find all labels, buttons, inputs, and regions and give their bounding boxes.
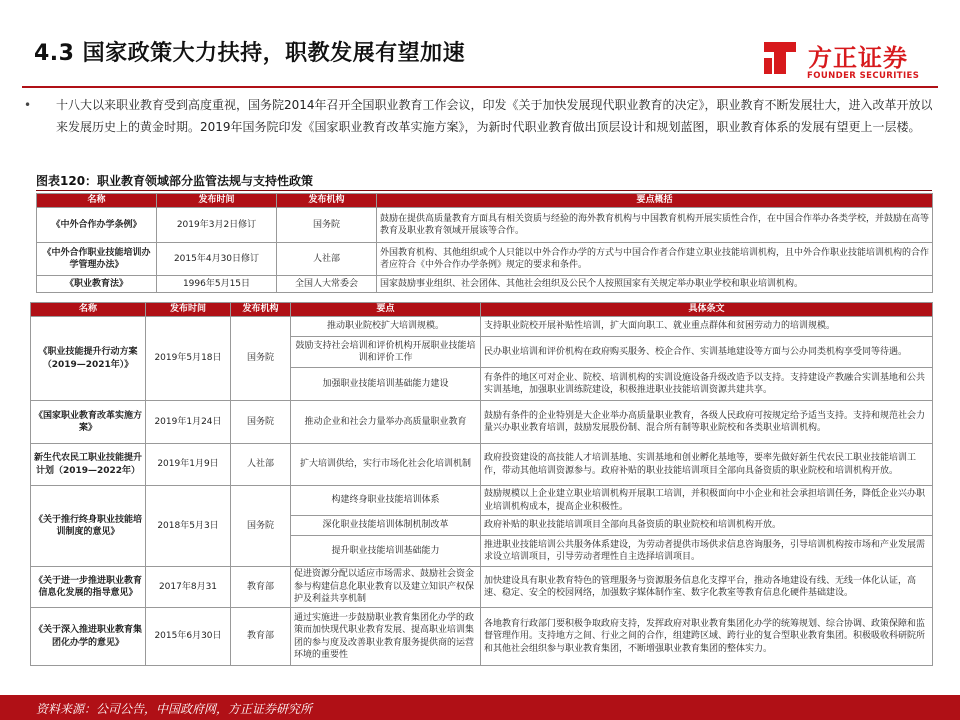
- regulation-name: 《中外合作办学条例》: [37, 208, 157, 243]
- issuing-body: 人社部: [231, 444, 291, 486]
- release-date: 2019年1月24日: [146, 401, 231, 444]
- issuing-body: 国务院: [277, 208, 377, 243]
- release-date: 2017年8月31: [146, 567, 231, 608]
- header-divider: [22, 86, 938, 88]
- release-date: 2015年6月30日: [146, 608, 231, 666]
- page-title: 4.3 国家政策大力扶持，职教发展有望加速: [34, 41, 466, 66]
- issuing-body: 教育部: [231, 608, 291, 666]
- policy-detail: 民办职业培训和评价机构在政府购买服务、校企合作、实训基地建设等方面与公办同类机构享受同等待遇。: [481, 337, 933, 368]
- table-row: [31, 401, 933, 444]
- policy-point: 鼓励支持社会培训和评价机构开展职业技能培训和评价工作: [291, 337, 481, 368]
- policy-detail: 有条件的地区可对企业、院校、培训机构的实训设施设备升级改造予以支持。支持建设产教融合实训基地和公共实训基地，加强职业训练院建设，积极推进职业技能培训资源共建共享。: [481, 368, 933, 401]
- policy-detail: 政府补贴的职业技能培训项目全部向具备资质的职业院校和培训机构开放。: [481, 516, 933, 536]
- logo-text: 方正证券: [808, 44, 908, 72]
- figure-title: 图表120：职业教育领域部分监管法规与支持性政策: [36, 174, 314, 188]
- policy-name: 《职业技能提升行动方案（2019—2021年）》: [31, 317, 146, 401]
- policy-point: 扩大培训供给，实行市场化社会化培训机制: [291, 444, 481, 486]
- release-date: 2019年5月18日: [146, 317, 231, 401]
- release-date: 2018年5月3日: [146, 486, 231, 567]
- table-row: [37, 276, 933, 293]
- logo-subtext: FOUNDER SECURITIES: [807, 71, 920, 81]
- policy-point: 通过实施进一步鼓励职业教育集团化办学的政策而加快现代职业教育发展、提高职业培训集团的参与度及改善职业教育服务提供商的运营环境的重要性: [291, 608, 481, 666]
- release-date: 2015年4月30日修订: [157, 243, 277, 276]
- column-header: 要点概括: [377, 194, 933, 208]
- policy-name: 《关于进一步推进职业教育信息化发展的指导意见》: [31, 567, 146, 608]
- issuing-body: 国务院: [231, 486, 291, 567]
- summary: 国家鼓励事业组织、社会团体、其他社会组织及公民个人按照国家有关规定举办职业学校和职业培训机构。: [377, 276, 933, 293]
- issuing-body: 人社部: [277, 243, 377, 276]
- regulation-name: 《职业教育法》: [37, 276, 157, 293]
- policy-detail: 鼓励规模以上企业建立职业培训机构开展职工培训，并积极面向中小企业和社会承担培训任务，降低企业兴办职业培训机构成本，提高企业积极性。: [481, 486, 933, 516]
- release-date: 1996年5月15日: [157, 276, 277, 293]
- column-header: 发布时间: [157, 194, 277, 208]
- table-row: [37, 208, 933, 243]
- column-header: 发布时间: [146, 303, 231, 317]
- policy-name: 新生代农民工职业技能提升计划（2019—2022年）: [31, 444, 146, 486]
- policy-detail: 加快建设具有职业教育特色的管理服务与资源服务信息化支撑平台，推动各地建设有线、无线一体化认证，高速、稳定、安全的校园网络，加强数字媒体制作室、数字化教室等教育信息化硬件基础建设。: [481, 567, 933, 608]
- policy-detail: 各地教育行政部门要积极争取政府支持，发挥政府对职业教育集团化办学的统筹规划、综合协调、政策保障和监督管理作用。支持地方之间、行业之间的合作，组建跨区域、跨行业的复合型职业教育集团。积极吸收科研院所和其他社会组织参与职业教育集团，不断增强职业教育集团的整体实力。: [481, 608, 933, 666]
- policy-point: 深化职业技能培训体制机制改革: [291, 516, 481, 536]
- footer-bar: [0, 695, 960, 720]
- release-date: 2019年3月2日修订: [157, 208, 277, 243]
- policy-point: 构建终身职业技能培训体系: [291, 486, 481, 516]
- issuing-body: 教育部: [231, 567, 291, 608]
- table-row: [31, 567, 933, 608]
- issuing-body: 全国人大常委会: [277, 276, 377, 293]
- column-header: 发布机构: [231, 303, 291, 317]
- table-row: [31, 608, 933, 666]
- policy-name: 《关于深入推进职业教育集团化办学的意见》: [31, 608, 146, 666]
- policy-name: 《关于推行终身职业技能培训制度的意见》: [31, 486, 146, 567]
- founder-logo-icon: [760, 38, 800, 78]
- policy-point: 提升职业技能培训基础能力: [291, 536, 481, 567]
- column-header: 名称: [37, 194, 157, 208]
- policy-detail: 鼓励有条件的企业特别是大企业举办高质量职业教育，各级人民政府可按规定给予适当支持。支持和规范社会力量兴办职业教育培训，鼓励发展股份制、混合所有制等职业院校和各类职业培训机构。: [481, 401, 933, 444]
- summary: 鼓励在提供高质量教育方面具有相关资质与经验的海外教育机构与中国教育机构开展实质性合作，在中国合作举办各类学校，并鼓励在高等教育及职业教育领域开展该等合作。: [377, 208, 933, 243]
- policy-name: 《国家职业教育改革实施方案》: [31, 401, 146, 444]
- policy-detail: 支持职业院校开展补贴性培训，扩大面向职工、就业重点群体和贫困劳动力的培训规模。: [481, 317, 933, 337]
- policy-point: 推动企业和社会力量举办高质量职业教育: [291, 401, 481, 444]
- policy-detail: 推进职业技能培训公共服务体系建设，为劳动者提供市场供求信息咨询服务，引导培训机构按市场和产业发展需求设立培训项目，引导劳动者理性自主选择培训项目。: [481, 536, 933, 567]
- table-row: [31, 317, 933, 337]
- issuing-body: 国务院: [231, 317, 291, 401]
- table-row: [37, 243, 933, 276]
- issuing-body: 国务院: [231, 401, 291, 444]
- brand-logo: [760, 30, 930, 90]
- policy-detail: 政府投资建设的高技能人才培训基地、实训基地和创业孵化基地等，要率先做好新生代农民工职业技能培训工作，带动其他培训资源参与。政府补贴的职业技能培训项目全部向具备资质的职业院校和培训机构开放。: [481, 444, 933, 486]
- policy-point: 促进资源分配以适应市场需求、鼓励社会资金参与构建信息化职业教育以及建立知识产权保护及利益共享机制: [291, 567, 481, 608]
- table-row: [31, 486, 933, 516]
- intro-paragraph: [24, 94, 938, 138]
- column-header: 具体条文: [481, 303, 933, 317]
- summary: 外国教育机构、其他组织或个人只能以中外合作办学的方式与中国合作者合作建立职业技能培训机构，且中外合作职业技能培训机构的合作者应符合《中外合作办学条例》规定的要求和条件。: [377, 243, 933, 276]
- column-header: 发布机构: [277, 194, 377, 208]
- release-date: 2019年1月9日: [146, 444, 231, 486]
- regulation-name: 《中外合作职业技能培训办学管理办法》: [37, 243, 157, 276]
- policy-point: 推动职业院校扩大培训规模。: [291, 317, 481, 337]
- column-header: 要点: [291, 303, 481, 317]
- policy-point: 加强职业技能培训基础能力建设: [291, 368, 481, 401]
- policies-table: [30, 302, 933, 666]
- bullet-icon: •: [24, 98, 32, 112]
- regulations-table: [36, 193, 933, 293]
- column-header: 名称: [31, 303, 146, 317]
- intro-text: 十八大以来职业教育受到高度重视，国务院2014年召开全国职业教育工作会议，印发《关于加快发展现代职业教育的决定》，职业教育不断发展壮大，进入改革开放以来发展历史上的黄金时期。2019年国务院印发《国家职业教育改革实施方案》，为新时代职业教育做出顶层设计和规划蓝图，职业教育体系的发展有望更上一层楼。: [56, 98, 933, 134]
- figure-divider: [36, 190, 932, 191]
- source-note: 资料来源：公司公告，中国政府网，方正证券研究所: [36, 702, 313, 716]
- table-row: [31, 444, 933, 486]
